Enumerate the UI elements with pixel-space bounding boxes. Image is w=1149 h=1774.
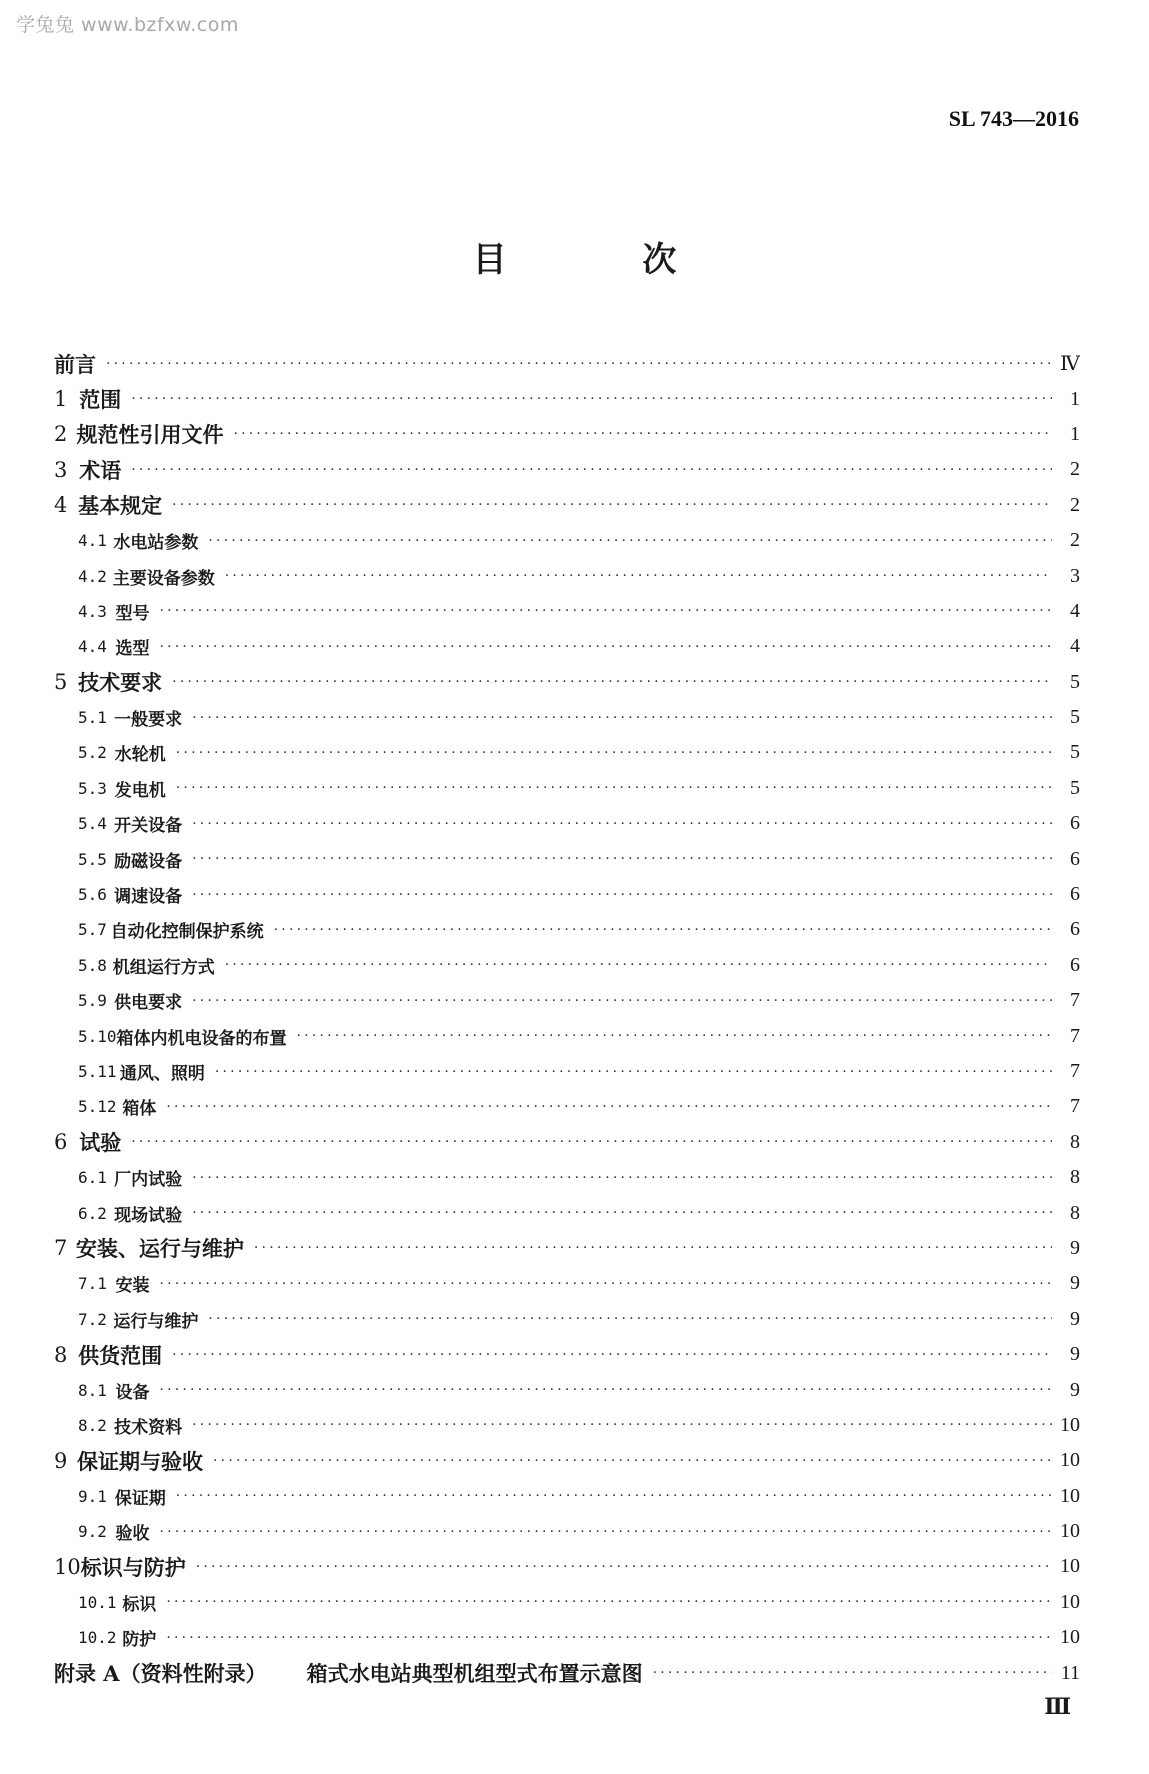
toc-entry-number: 4.1 (78, 531, 107, 551)
toc-entry[interactable] (54, 877, 1080, 912)
toc-entry[interactable] (54, 452, 1080, 487)
toc-dot-leader (225, 957, 1052, 973)
toc-entry-number: 5.6 (78, 885, 107, 905)
toc-entry-label: 型号 (115, 603, 150, 624)
toc-entry-label: 验收 (115, 1524, 150, 1545)
toc-dot-leader (192, 1417, 1052, 1433)
toc-dot-leader (106, 356, 1052, 372)
toc-entry-number: 1 (54, 387, 68, 412)
toc-entry-page: 6 (1070, 918, 1080, 941)
table-of-contents (54, 346, 1080, 1691)
toc-entry-label: 主要设备参数 (112, 568, 215, 589)
toc-entry-page: 6 (1070, 812, 1080, 835)
toc-entry-label: 供电要求 (114, 993, 183, 1014)
toc-entry[interactable] (54, 1266, 1080, 1301)
toc-entry-label: 试验 (79, 1130, 122, 1156)
toc-entry[interactable] (54, 488, 1080, 523)
toc-entry-number: 5.11 (78, 1062, 117, 1081)
toc-entry[interactable] (54, 1372, 1080, 1407)
toc-entry-page: 5 (1070, 776, 1080, 799)
toc-entry-number: 8 (54, 1342, 68, 1367)
toc-entry[interactable] (54, 381, 1080, 416)
toc-entry-number: 5.3 (78, 778, 107, 798)
toc-entry-page: 5 (1070, 741, 1080, 764)
toc-entry[interactable] (54, 1620, 1080, 1655)
toc-dot-leader (192, 851, 1052, 867)
toc-entry-page: 7 (1070, 1095, 1080, 1118)
toc-entry-label: 保证期 (114, 1488, 166, 1509)
toc-entry-page: 8 (1070, 1166, 1080, 1189)
toc-dot-leader (159, 639, 1052, 655)
toc-entry-number: 6.1 (78, 1168, 107, 1188)
toc-entry[interactable] (54, 841, 1080, 876)
toc-dot-leader (159, 1524, 1052, 1540)
toc-dot-leader (233, 426, 1052, 442)
toc-dot-leader (254, 1240, 1052, 1256)
toc-dot-leader (131, 1134, 1052, 1150)
toc-entry-label: 运行与维护 (113, 1311, 199, 1332)
toc-entry-label: 设备 (115, 1382, 150, 1403)
toc-dot-leader (172, 497, 1052, 513)
toc-entry-page: 7 (1070, 989, 1080, 1012)
toc-dot-leader (159, 1276, 1052, 1292)
toc-entry-number: 9.2 (78, 1522, 107, 1542)
toc-dot-leader (159, 603, 1052, 619)
toc-entry[interactable] (54, 665, 1080, 700)
toc-dot-leader (208, 533, 1052, 549)
toc-entry-label: 安装 (115, 1276, 150, 1297)
toc-entry-label: 范围 (79, 387, 122, 413)
toc-entry-label: 安装、运行与维护 (75, 1236, 244, 1262)
toc-entry-page: 2 (1070, 529, 1080, 552)
toc-entry-page: 8 (1070, 1130, 1080, 1153)
toc-dot-leader (176, 745, 1052, 761)
toc-entry-label: 励磁设备 (114, 851, 183, 872)
toc-entry-number: 4.3 (78, 601, 107, 621)
toc-entry-page: 10 (1060, 1626, 1080, 1649)
toc-entry-number: 7.2 (78, 1309, 107, 1329)
toc-entry-label: 选型 (115, 639, 150, 660)
toc-dot-leader (172, 674, 1052, 690)
toc-entry-label: 一般要求 (114, 710, 183, 731)
toc-entry-page: 9 (1070, 1272, 1080, 1295)
toc-entry[interactable] (54, 1089, 1080, 1124)
toc-entry[interactable] (54, 1231, 1080, 1266)
toc-entry-number: 7.1 (78, 1274, 107, 1294)
toc-entry-label: 机组运行方式 (112, 957, 215, 978)
toc-dot-leader (192, 993, 1052, 1009)
toc-dot-leader (131, 462, 1052, 478)
toc-entry-page: 5 (1070, 670, 1080, 693)
toc-entry-page: 6 (1070, 883, 1080, 906)
toc-entry-number: 8.1 (78, 1380, 107, 1400)
toc-entry-page: 9 (1070, 1307, 1080, 1330)
toc-entry-number: 4 (54, 493, 68, 518)
toc-entry-label: 通风、照明 (119, 1064, 205, 1084)
toc-dot-leader (274, 922, 1052, 938)
toc-entry-label: 调速设备 (114, 887, 183, 908)
toc-entry[interactable] (54, 700, 1080, 735)
toc-entry[interactable] (54, 523, 1080, 558)
watermark: 学兔兔 www.bzfxw.com (16, 14, 239, 36)
toc-entry-number: 5.9 (78, 991, 107, 1011)
toc-dot-leader (213, 1453, 1052, 1469)
toc-dot-leader (653, 1665, 1052, 1681)
toc-entry[interactable] (54, 1443, 1080, 1478)
appendix-label: 附录 A（资料性附录） (54, 1661, 267, 1687)
toc-dot-leader (172, 1347, 1052, 1363)
toc-entry[interactable] (54, 983, 1080, 1018)
toc-entry-label: 基本规定 (78, 493, 163, 519)
toc-entry-page: Ⅳ (1060, 353, 1080, 376)
toc-entry-page: 6 (1070, 847, 1080, 870)
toc-entry-number: 5.7 (78, 920, 107, 940)
toc-entry-label: 保证期与验收 (77, 1448, 204, 1474)
toc-entry-page: 4 (1070, 635, 1080, 658)
toc-entry[interactable] (54, 629, 1080, 664)
toc-entry-page: 10 (1060, 1590, 1080, 1613)
toc-entry[interactable] (54, 1549, 1080, 1584)
toc-entry-page: 2 (1070, 493, 1080, 516)
toc-entry-page: 1 (1070, 387, 1080, 410)
toc-entry[interactable] (54, 558, 1080, 593)
toc-dot-leader (297, 1028, 1052, 1044)
toc-entry-number: 2 (54, 422, 68, 447)
page-number: Ⅲ (1044, 1694, 1071, 1719)
toc-entry[interactable] (54, 948, 1080, 983)
toc-entry-number: 4.4 (78, 637, 107, 657)
toc-entry-label: 水电站参数 (113, 533, 199, 554)
toc-entry-number: 10 (54, 1554, 81, 1579)
toc-dot-leader (192, 710, 1052, 726)
toc-entry[interactable] (54, 806, 1080, 841)
toc-entry[interactable] (54, 1337, 1080, 1372)
toc-entry-page: 8 (1070, 1201, 1080, 1224)
toc-entry-label: 现场试验 (114, 1205, 183, 1226)
toc-dot-leader (159, 1382, 1052, 1398)
toc-entry-number: 4.2 (78, 566, 107, 586)
toc-entry-number: 9.1 (78, 1486, 107, 1506)
toc-entry-page: 4 (1070, 599, 1080, 622)
toc-entry-label: 前言 (54, 351, 96, 377)
toc-entry[interactable] (54, 1585, 1080, 1620)
toc-entry[interactable] (54, 1018, 1080, 1053)
toc-entry-page: 9 (1070, 1343, 1080, 1366)
toc-entry[interactable] (54, 912, 1080, 947)
toc-entry-label: 开关设备 (114, 816, 183, 837)
toc-entry-label: 供货范围 (78, 1342, 163, 1368)
toc-dot-leader (208, 1311, 1052, 1327)
toc-entry-number: 8.2 (78, 1415, 107, 1435)
standard-code: SL 743—2016 (948, 106, 1079, 131)
toc-dot-leader (176, 1488, 1052, 1504)
toc-entry-number: 5.12 (78, 1097, 117, 1117)
toc-entry-number: 10.1 (78, 1592, 117, 1612)
page-title: 目 次 (472, 240, 739, 280)
toc-entry-label: 技术资料 (114, 1417, 183, 1438)
toc-entry[interactable] (54, 1408, 1080, 1443)
toc-entry-number: 10.2 (78, 1628, 117, 1648)
toc-entry-page: 7 (1070, 1024, 1080, 1047)
toc-entry[interactable] (54, 735, 1080, 770)
toc-entry[interactable] (54, 1160, 1080, 1195)
toc-entry-page: 5 (1070, 706, 1080, 729)
toc-dot-leader (192, 1170, 1052, 1186)
toc-dot-leader (225, 568, 1052, 584)
toc-appendix-entry[interactable] (54, 1655, 1080, 1690)
toc-entry[interactable] (54, 1479, 1080, 1514)
toc-entry-page: 11 (1060, 1661, 1080, 1684)
toc-dot-leader (166, 1630, 1052, 1646)
toc-dot-leader (176, 780, 1052, 796)
toc-entry-page: 10 (1060, 1520, 1080, 1543)
toc-entry-number: 9 (54, 1448, 68, 1473)
toc-entry[interactable] (54, 1302, 1080, 1337)
toc-entry-number: 5.1 (78, 708, 107, 728)
toc-entry[interactable] (54, 417, 1080, 452)
toc-dot-leader (196, 1559, 1052, 1575)
toc-entry[interactable] (54, 346, 1080, 381)
toc-entry-label: 规范性引用文件 (76, 422, 224, 448)
toc-dot-leader (215, 1064, 1052, 1080)
toc-entry[interactable] (54, 771, 1080, 806)
toc-entry-label: 技术要求 (78, 670, 163, 696)
toc-entry-number: 6.2 (78, 1203, 107, 1223)
appendix-title: 箱式水电站典型机组型式布置示意图 (306, 1661, 643, 1687)
toc-entry-label: 箱体内机电设备的布置 (116, 1028, 287, 1049)
toc-entry[interactable] (54, 1125, 1080, 1160)
toc-entry-label: 水轮机 (114, 745, 166, 766)
toc-entry-page: 10 (1060, 1449, 1080, 1472)
toc-entry-number: 3 (54, 457, 68, 482)
toc-entry-page: 2 (1070, 458, 1080, 481)
toc-entry-number: 5.4 (78, 814, 107, 834)
toc-entry-page: 10 (1060, 1555, 1080, 1578)
toc-entry-page: 3 (1070, 564, 1080, 587)
toc-entry-page: 6 (1070, 953, 1080, 976)
toc-entry-number: 7 (54, 1236, 68, 1261)
toc-dot-leader (166, 1594, 1052, 1610)
toc-entry-page: 9 (1070, 1236, 1080, 1259)
toc-entry-label: 发电机 (114, 780, 166, 801)
toc-entry-page: 9 (1070, 1378, 1080, 1401)
toc-entry-number: 5.5 (78, 849, 107, 869)
toc-dot-leader (192, 1205, 1052, 1221)
toc-entry-number: 6 (54, 1130, 68, 1155)
toc-entry-number: 5.8 (78, 955, 107, 975)
toc-entry[interactable] (54, 1514, 1080, 1549)
toc-entry-number: 5.2 (78, 743, 107, 763)
toc-entry-label: 自动化控制保护系统 (110, 922, 264, 943)
toc-entry-label: 厂内试验 (114, 1170, 183, 1191)
toc-dot-leader (192, 887, 1052, 903)
toc-entry-number: 5 (54, 670, 68, 695)
toc-dot-leader (131, 391, 1052, 407)
toc-entry-label: 防护 (122, 1630, 157, 1651)
toc-entry-page: 10 (1060, 1484, 1080, 1507)
toc-entry-page: 7 (1070, 1060, 1080, 1082)
toc-entry-page: 10 (1060, 1413, 1080, 1436)
toc-entry[interactable] (54, 1195, 1080, 1230)
toc-entry[interactable] (54, 594, 1080, 629)
toc-entry-label: 标识 (122, 1594, 157, 1615)
toc-dot-leader (166, 1099, 1052, 1115)
toc-entry[interactable] (54, 1054, 1080, 1089)
toc-dot-leader (192, 816, 1052, 832)
toc-entry-number: 5.10 (78, 1026, 117, 1046)
toc-entry-page: 1 (1070, 422, 1080, 445)
toc-entry-label: 标识与防护 (80, 1554, 186, 1580)
toc-entry-label: 术语 (79, 457, 122, 483)
toc-entry-label: 箱体 (122, 1099, 157, 1120)
